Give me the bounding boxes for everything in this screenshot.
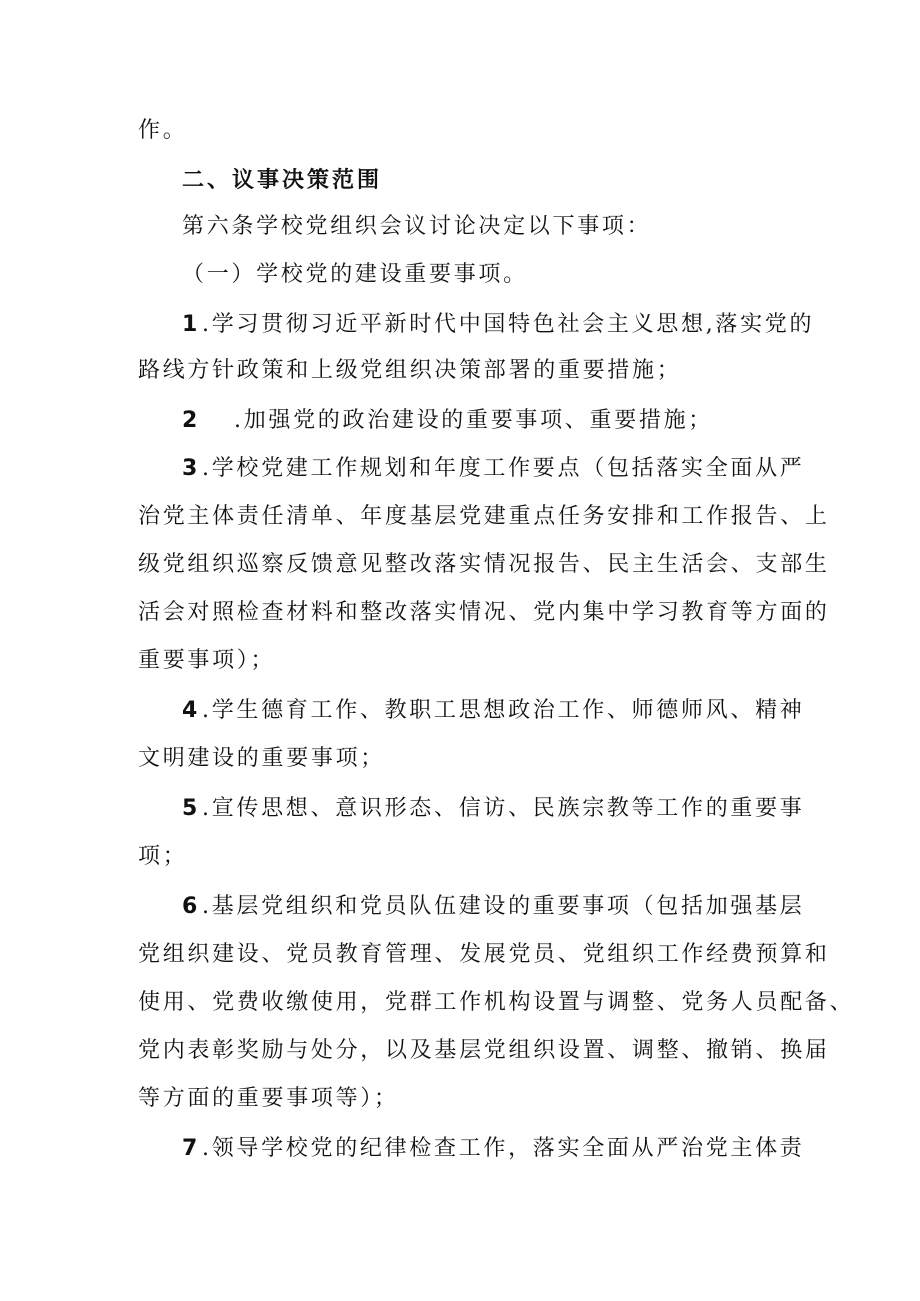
- item-text: .宣传思想、意识形态、信访、民族宗教等工作的重要事: [202, 796, 805, 821]
- item-continuation: 使用、党费收缴使用，党群工作机构设置与调整、党务人员配备、: [138, 990, 855, 1015]
- item-continuation: 级党组织巡察反馈意见整改落实情况报告、民主生活会、支部生: [138, 552, 830, 577]
- item-continuation: 文明建设的重要事项；: [138, 746, 386, 771]
- item-continuation: 党内表彰奖励与处分，以及基层党组织设置、调整、撤销、换届: [138, 1038, 830, 1063]
- item-continuation: 等方面的重要事项等）；: [138, 1086, 399, 1111]
- list-item-2: [182, 406, 842, 436]
- continuation-text: 作。: [138, 118, 188, 143]
- item-continuation: 活会对照检查材料和整改落实情况、党内集中学习教育等方面的: [138, 600, 830, 625]
- item-number: 7: [182, 1136, 198, 1161]
- item-number: 5: [182, 796, 198, 821]
- item-continuation: 项；: [138, 844, 188, 869]
- item-continuation: 治党主体责任清单、年度基层党建重点任务安排和工作报告、上: [138, 504, 830, 529]
- list-item-4: [182, 696, 842, 726]
- item-continuation: 党组织建设、党员教育管理、发展党员、党组织工作经费预算和: [138, 942, 830, 967]
- item-number: 1: [182, 312, 198, 337]
- item-text: .学生德育工作、教职工思想政治工作、师德师风、精神: [202, 698, 805, 723]
- item-continuation: 路线方针政策和上级党组织决策部署的重要措施；: [138, 358, 682, 383]
- list-item-5: [182, 794, 842, 824]
- subsection-one: （一）学校党的建设重要事项。: [182, 262, 528, 287]
- list-item-6: [182, 892, 842, 922]
- item-text: .学习贯彻习近平新时代中国特色社会主义思想,落实党的: [202, 312, 815, 337]
- item-text: .领导学校党的纪律检查工作，落实全面从严治党主体责: [202, 1136, 805, 1161]
- item-number: 6: [182, 894, 198, 919]
- article-six: 第六条学校党组织会议讨论决定以下事项：: [182, 214, 652, 239]
- list-item-3: [182, 454, 842, 484]
- list-item-7: [182, 1134, 842, 1164]
- item-continuation: 重要事项）；: [138, 648, 276, 673]
- item-number: 2: [182, 408, 198, 433]
- list-item-1: [182, 310, 842, 340]
- item-text: .基层党组织和党员队伍建设的重要事项（包括加强基层: [202, 894, 805, 919]
- item-number: 3: [182, 456, 198, 481]
- item-text: .加强党的政治建设的重要事项、重要措施；: [234, 408, 713, 433]
- item-number: 4: [182, 698, 198, 723]
- item-text: .学校党建工作规划和年度工作要点（包括落实全面从严: [202, 456, 805, 481]
- section-heading: 二、议事决策范围: [182, 168, 383, 193]
